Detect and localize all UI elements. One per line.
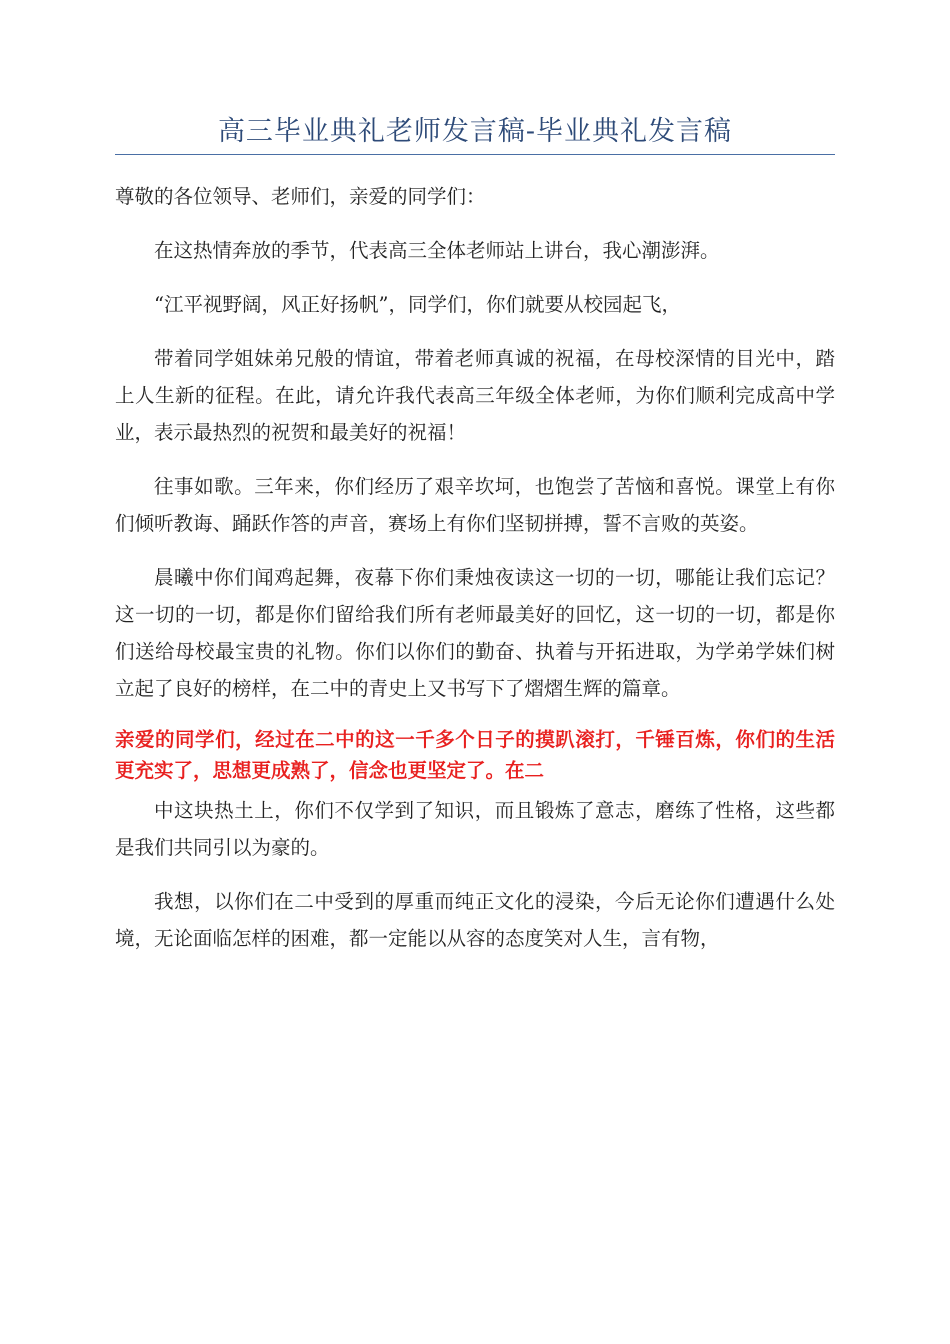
body-paragraph: 在这热情奔放的季节，代表高三全体老师站上讲台，我心潮澎湃。 [154, 239, 720, 262]
body-paragraph: 我想，以你们在二中受到的厚重而纯正文化的浸染，今后无论你们遭遇什么处境，无论面临怎样的困难，都一定能以从容的态度笑对人生，言有物， [115, 890, 835, 950]
document-body [115, 178, 835, 974]
body-paragraph: 往事如歌。三年来，你们经历了艰辛坎坷，也饱尝了苦恼和喜悦。课堂上有你们倾听教诲、踊跃作答的声音，赛场上有你们坚韧拼搏，誓不言败的英姿。 [115, 475, 835, 535]
salutation-paragraph: 尊敬的各位领导、老师们，亲爱的同学们： [115, 185, 486, 208]
title-underline [115, 154, 835, 155]
body-paragraph: 晨曦中你们闻鸡起舞，夜幕下你们秉烛夜读这一切的一切，哪能让我们忘记？这一切的一切，都是你们留给我们所有老师最美好的回忆，这一切的一切，都是你们送给母校最宝贵的礼物。你们以你们的勤奋、执着与开拓进取，为学弟学妹们树立起了良好的榜样，在二中的青史上又书写下了熠熠生辉的篇章。 [115, 566, 835, 700]
highlighted-paragraph: 亲爱的同学们，经过在二中的这一千多个日子的摸趴滚打，千锤百炼，你们的生活更充实了，思想更成熟了，信念也更坚定了。在二 [115, 728, 835, 782]
body-paragraph: “江平视野阔，风正好扬帆”，同学们，你们就要从校园起飞， [154, 293, 681, 316]
body-paragraph: 中这块热土上，你们不仅学到了知识，而且锻炼了意志，磨练了性格，这些都是我们共同引以为豪的。 [115, 799, 835, 859]
document-title: 高三毕业典礼老师发言稿-毕业典礼发言稿 [217, 116, 733, 147]
body-paragraph: 带着同学姐妹弟兄般的情谊，带着老师真诚的祝福，在母校深情的目光中，踏上人生新的征程。在此，请允许我代表高三年级全体老师，为你们顺利完成高中学业，表示最热烈的祝贺和最美好的祝福！ [115, 347, 835, 444]
